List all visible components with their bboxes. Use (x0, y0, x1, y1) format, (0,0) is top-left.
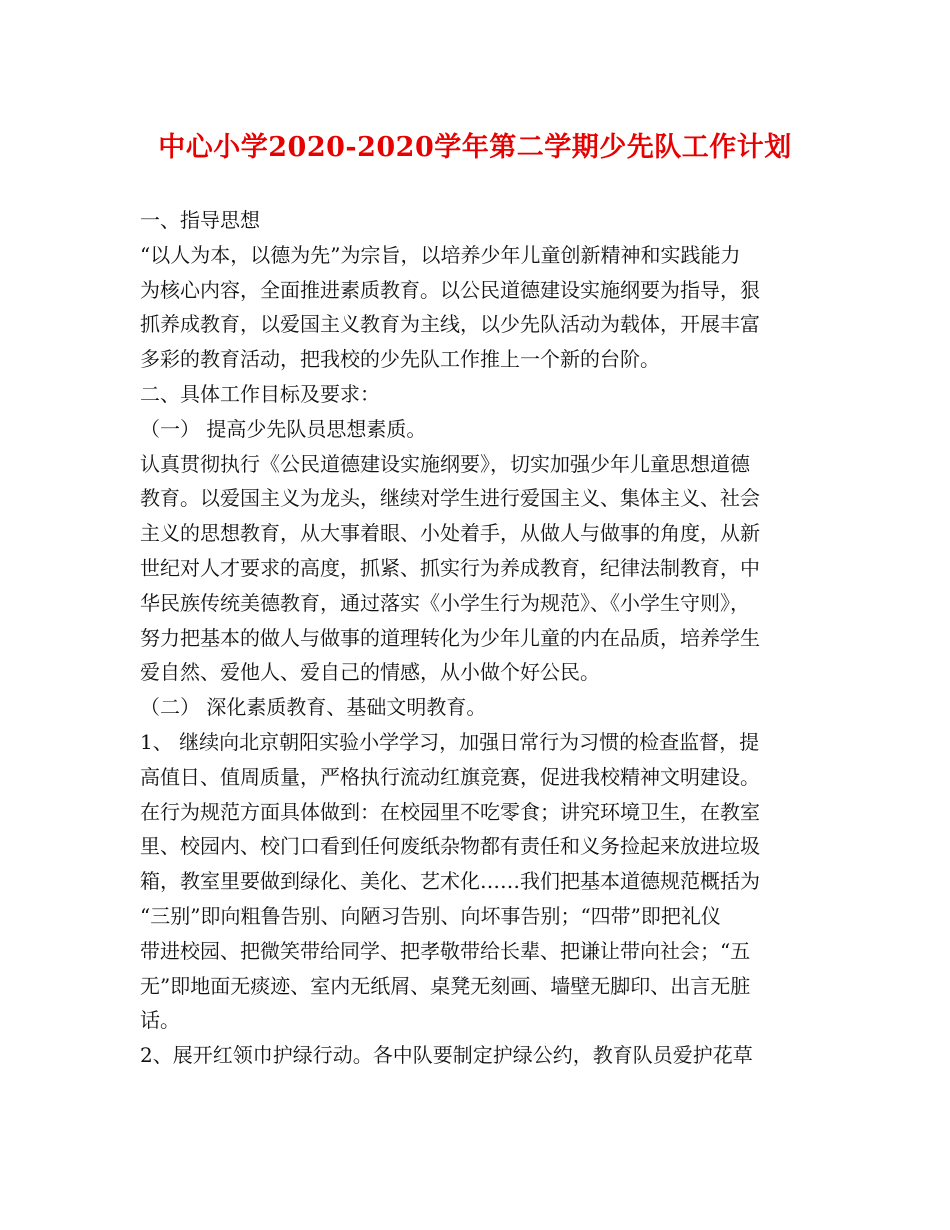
body-line: 1、 继续向北京朝阳实验小学学习，加强日常行为习惯的检查监督，提 (140, 729, 760, 754)
document-body (140, 203, 840, 1073)
body-line: 里、校园内、校门口看到任何废纸杂物都有责任和义务捡起来放进垃圾 (140, 834, 760, 859)
body-line: 主义的思想教育，从大事着眼、小处着手，从做人与做事的角度，从新 (140, 521, 760, 546)
body-line: 话。 (140, 1008, 180, 1033)
body-line: 华民族传统美德教育，通过落实《小学生行为规范》、《小学生守则》， (140, 590, 750, 615)
body-line: 带进校园、把微笑带给同学、把孝敬带给长辈、把谦让带向社会；“五 (140, 938, 751, 963)
body-line: 为核心内容，全面推进素质教育。以公民道德建设实施纲要为指导，狠 (140, 277, 760, 302)
body-line: “三别”即向粗鲁告别、向陋习告别、向坏事告别；“四带”即把礼仪 (140, 903, 721, 928)
body-line: 2、展开红领巾护绿行动。各中队要制定护绿公约，教育队员爱护花草 (140, 1043, 753, 1068)
body-line: 箱，教室里要做到绿化、美化、艺术化……我们把基本道德规范概括为 (140, 869, 760, 894)
body-line: 多彩的教育活动，把我校的少先队工作推上一个新的台阶。 (140, 347, 660, 372)
body-line: 努力把基本的做人与做事的道理转化为少年儿童的内在品质，培养学生 (140, 625, 760, 650)
body-line: 一、指导思想 (140, 208, 260, 232)
body-line: 爱自然、爱他人、爱自己的情感，从小做个好公民。 (140, 660, 600, 685)
document-title: 中心小学2020-2020学年第二学期少先队工作计划 (158, 132, 792, 163)
body-line: 教育。以爱国主义为龙头，继续对学生进行爱国主义、集体主义、社会 (140, 486, 760, 511)
body-line: 在行为规范方面具体做到：在校园里不吃零食；讲究环境卫生，在教室 (140, 799, 760, 824)
body-line: 无”即地面无痰迹、室内无纸屑、桌凳无刻画、墙壁无脚印、出言无脏 (140, 973, 751, 998)
body-line: 认真贯彻执行《公民道德建设实施纲要》，切实加强少年儿童思想道德 (140, 451, 750, 476)
body-line: “以人为本，以德为先”为宗旨，以培养少年儿童创新精神和实践能力 (140, 242, 741, 267)
body-line: 世纪对人才要求的高度，抓紧、抓实行为养成教育，纪律法制教育，中 (140, 555, 760, 580)
body-line: （二） 深化素质教育、基础文明教育。 (140, 695, 487, 720)
body-line: 抓养成教育，以爱国主义教育为主线，以少先队活动为载体，开展丰富 (140, 312, 760, 337)
body-line: （一） 提高少先队员思想素质。 (140, 416, 427, 441)
body-line: 高值日、值周质量，严格执行流动红旗竞赛，促进我校精神文明建设。 (140, 764, 760, 789)
body-line: 二、具体工作目标及要求： (140, 381, 380, 406)
